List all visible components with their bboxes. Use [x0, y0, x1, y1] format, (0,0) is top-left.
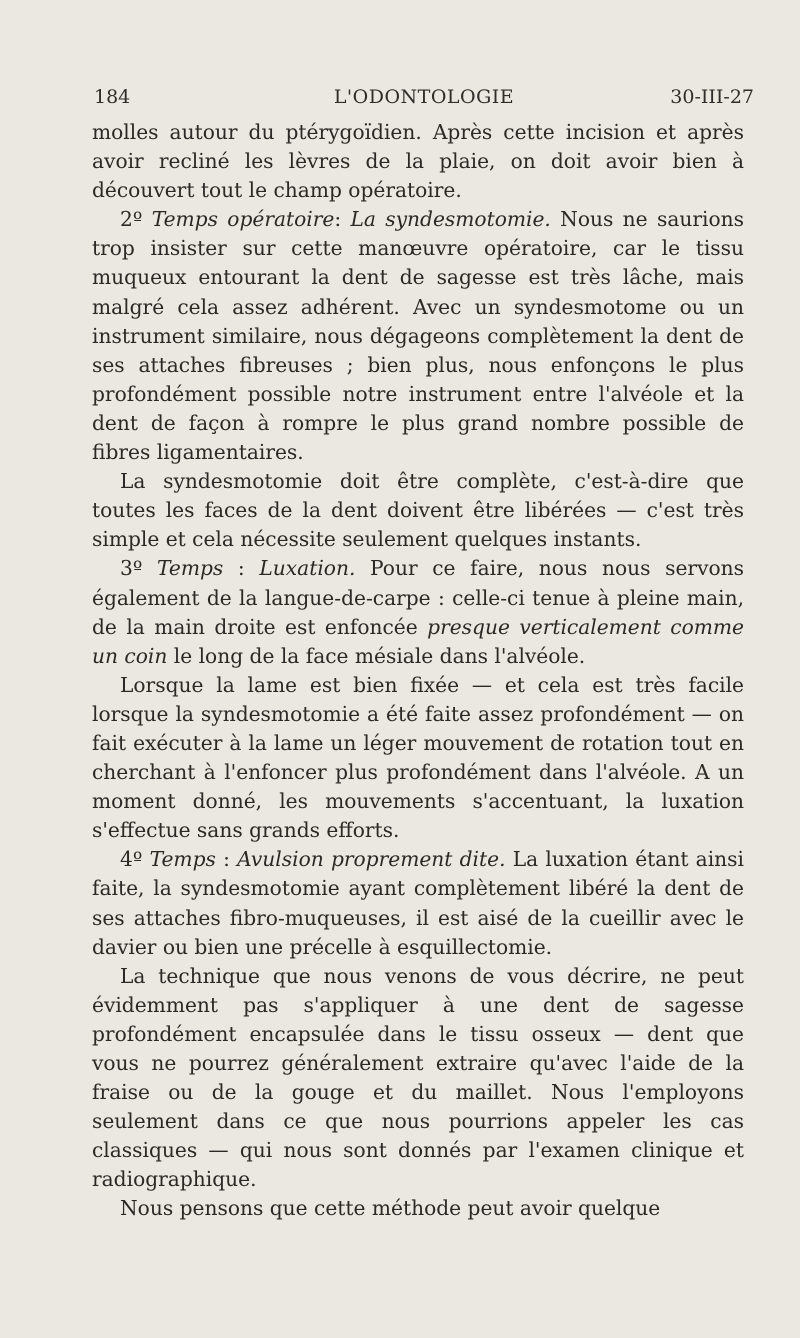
- running-header: [94, 86, 754, 116]
- paragraph-3: La syndesmotomie doit être complète, c'est-à-dire que toutes les faces de la dent doivent être libérées — c'est très simple et cela nécessite seulement quelques instants.: [92, 469, 744, 552]
- emphasis: presque verticalement comme un coin: [92, 614, 744, 668]
- paragraph-7: La technique que nous venons de vous décrire, ne peut évidemment pas s'appliquer à une dent de sagesse profondément encapsulée dans le tissu osseux — dent que vous ne pourrez généralement extraire qu'avec l'aide de la fraise ou de la gouge et du maillet. Nous l'employons seulement dans ce que nous pourrions appeler les cas classiques — qui nous sont donnés par l'examen clinique et radiographique.: [92, 963, 744, 1192]
- paragraph-4: 3º Temps : Luxation. Pour ce faire, nous nous servons également de la langue-de-carpe : celle-ci tenue à pleine main, de la main droite est enfoncée presque verticalement comme un coin le long de la face mésiale dans l'alvéole.: [92, 556, 744, 668]
- running-title: L'ODONTOLOGIE: [333, 86, 515, 108]
- paragraph-6: 4º Temps : Avulsion proprement dite. La luxation étant ainsi faite, la syndesmotomie ayant complètement libéré la dent de ses attaches fibro-muqueuses, il est aisé de la cueillir avec le davier ou bien une précelle à esquillectomie.: [92, 847, 744, 959]
- step-title: Temps: [149, 847, 216, 872]
- step-title: Temps opératoire: [151, 207, 335, 232]
- body-text: [92, 118, 744, 1224]
- paragraph-8: Nous pensons que cette méthode peut avoir quelque: [120, 1196, 661, 1221]
- step-subtitle: Luxation.: [259, 556, 356, 581]
- step-subtitle: Avulsion proprement dite.: [237, 847, 506, 872]
- page-number: 184: [94, 86, 131, 108]
- paragraph-5: Lorsque la lame est bien fixée — et cela est très facile lorsque la syndesmotomie a été faite assez profondément — on fait exécuter à la lame un léger mouvement de rotation tout en cherchant à l'enfoncer plus profondément dans l'alvéole. A un moment donné, les mouvements s'accentuant, la luxation s'effectue sans grands efforts.: [92, 672, 744, 843]
- issue-date: 30-III-27: [670, 86, 754, 108]
- step-subtitle: La syndesmotomie.: [350, 207, 551, 232]
- paragraph-2: 2º Temps opératoire: La syndesmotomie. Nous ne saurions trop insister sur cette manœuvre opératoire, car le tissu muqueux entourant la dent de sagesse est très lâche, mais malgré cela assez adhérent. Avec un syndesmotome ou un instrument similaire, nous dégageons complètement la dent de ses attaches fibreuses ; bien plus, nous enfonçons le plus profondément possible notre instrument entre l'alvéole et la dent de façon à rompre le plus grand nombre possible de fibres ligamentaires.: [92, 207, 744, 465]
- step-title: Temps: [157, 556, 224, 581]
- paragraph-1: molles autour du ptérygoïdien. Après cette incision et après avoir recliné les lèvres de la plaie, on doit avoir bien à découvert tout le champ opératoire.: [92, 120, 744, 203]
